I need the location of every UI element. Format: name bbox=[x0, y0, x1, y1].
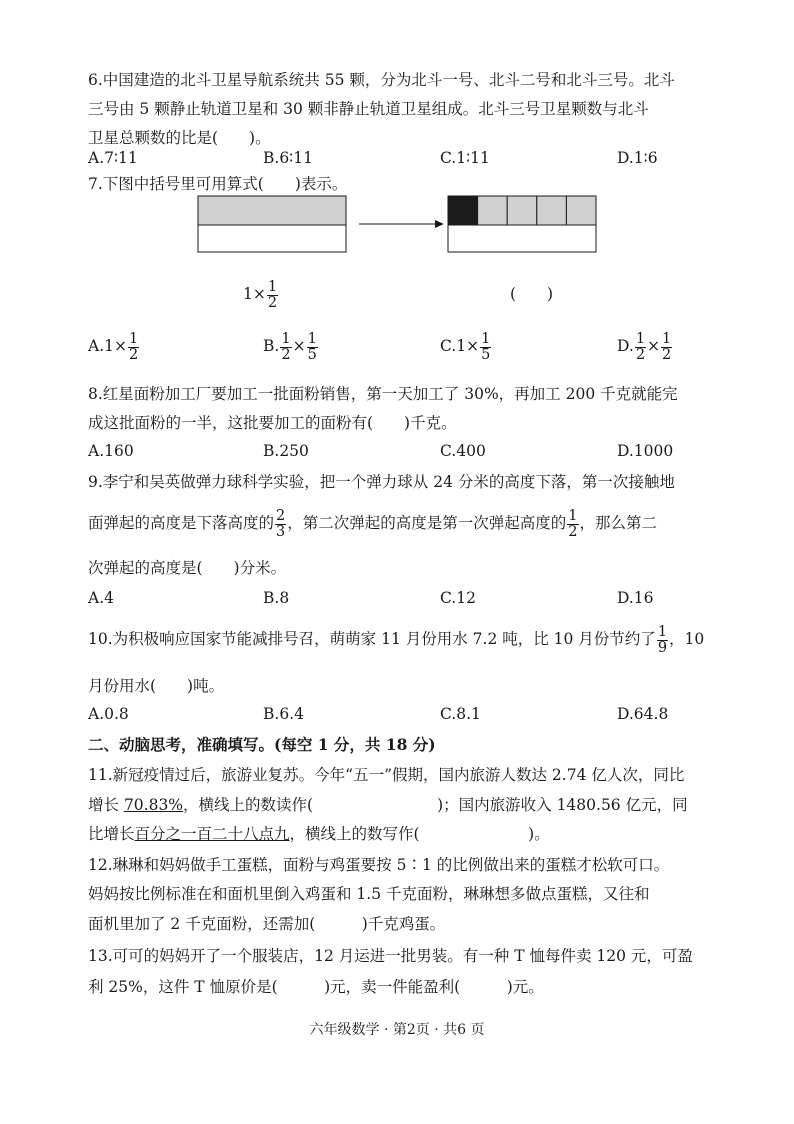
q9-option-d: D.16 bbox=[617, 589, 654, 607]
q8-option-c: C.400 bbox=[440, 442, 486, 460]
q7-diagram bbox=[197, 195, 617, 255]
q11-underlined-words: 百分之一百二十八点九 bbox=[134, 825, 290, 843]
q11-line2: 增长 70.83%，横线上的数读作( )；国内旅游收入 1480.56 亿元，同 bbox=[88, 796, 688, 814]
q13-line1: 13.可可的妈妈开了一个服装店，12 月运进一批男装。有一种 T 恤每件卖 120 元，可盈 bbox=[88, 947, 693, 965]
q7-right-cell-2 bbox=[478, 196, 508, 225]
q9-option-c: C.12 bbox=[440, 589, 476, 607]
q10-option-a: A.0.8 bbox=[88, 705, 129, 723]
q7-left-label-prefix: 1× bbox=[243, 285, 266, 303]
q8-option-d: D.1000 bbox=[617, 442, 674, 460]
q7-right-label: ( ) bbox=[510, 285, 554, 303]
q6-option-d: D.1∶6 bbox=[617, 149, 658, 167]
q7-left-fraction: $\frac{1}{2}$ bbox=[267, 278, 278, 311]
q11-line3: 比增长百分之一百二十八点九，横线上的数写作( )。 bbox=[88, 825, 550, 843]
q7-left-label bbox=[243, 278, 279, 311]
q6-option-c: C.1∶11 bbox=[440, 149, 490, 167]
q7-right-cell-5 bbox=[566, 196, 596, 225]
q7-option-a: A.1× $\frac{1}{2}$ bbox=[88, 330, 139, 363]
q7-option-b: B. $\frac{1}{2}$ × $\frac{1}{5}$ bbox=[263, 330, 317, 363]
section-2-title: 二、动脑思考，准确填写。(每空 1 分，共 18 分) bbox=[88, 735, 436, 754]
q7-option-d: D. $\frac{1}{2}$ × $\frac{1}{2}$ bbox=[617, 330, 672, 363]
q7-left-rect-top bbox=[198, 196, 346, 225]
q10-line1: 10.为积极响应国家节能减排号召，萌萌家 11 月份用水 7.2 吨，比 10 月份节约了 $\frac{1}{9}$ ，10 bbox=[88, 623, 705, 656]
q6-line1: 6.中国建造的北斗卫星导航系统共 55 颗，分为北斗一号、北斗二号和北斗三号。北斗 bbox=[88, 71, 675, 89]
q7-right-rect-bottom bbox=[448, 225, 596, 252]
q6-line3: 卫星总颗数的比是( )。 bbox=[88, 129, 271, 147]
q9-line3: 次弹起的高度是( )分米。 bbox=[88, 559, 287, 577]
q10-line2: 月份用水( )吨。 bbox=[88, 677, 225, 695]
page-footer: 六年级数学 · 第2页 · 共6 页 bbox=[309, 1022, 485, 1038]
q8-option-b: B.250 bbox=[263, 442, 309, 460]
q13-line2: 利 25%，这件 T 恤原价是( )元，卖一件能盈利( )元。 bbox=[88, 978, 544, 996]
q9-fraction-2: $\frac{1}{2}$ bbox=[568, 507, 578, 540]
q7-right-cell-4 bbox=[537, 196, 567, 225]
q9-fraction-1: $\frac{2}{3}$ bbox=[276, 507, 286, 540]
q8-option-a: A.160 bbox=[88, 442, 134, 460]
q11-line1: 11.新冠疫情过后，旅游业复苏。今年“五一”假期，国内旅游人数达 2.74 亿人次，同比 bbox=[88, 766, 685, 784]
q12-line2: 妈妈按比例标准在和面机里倒入鸡蛋和 1.5 千克面粉，琳琳想多做点蛋糕，又往和 bbox=[88, 885, 650, 903]
q10-option-b: B.6.4 bbox=[263, 705, 304, 723]
q8-line1: 8.红星面粉加工厂要加工一批面粉销售，第一天加工了 30%，再加工 200 千克就能完 bbox=[88, 385, 678, 403]
q12-line1: 12.琳琳和妈妈做手工蛋糕，面粉与鸡蛋要按 5∶1 的比例做出来的蛋糕才松软可口。 bbox=[88, 856, 670, 874]
q10-fraction: $\frac{1}{9}$ bbox=[657, 623, 668, 656]
q9-option-a: A.4 bbox=[88, 589, 114, 607]
q7-arrowhead bbox=[435, 220, 444, 228]
q12-line3: 面机里加了 2 千克面粉，还需加( )千克鸡蛋。 bbox=[88, 915, 446, 933]
q6-line2: 三号由 5 颗静止轨道卫星和 30 颗非静止轨道卫星组成。北斗三号卫星颗数与北斗 bbox=[88, 100, 649, 118]
q7-right-cell-1 bbox=[448, 196, 478, 225]
q7-left-rect-bottom bbox=[198, 225, 346, 252]
q9-line2: 面弹起的高度是下落高度的 $\frac{2}{3}$ ，第二次弹起的高度是第一次弹起高度的 $\frac{1}{2}$ ，那么第二 bbox=[88, 507, 658, 540]
q6-option-b: B.6∶11 bbox=[263, 149, 313, 167]
q11-underlined-number: 70.83% bbox=[123, 796, 184, 814]
q7-right-cell-3 bbox=[507, 196, 537, 225]
q10-option-d: D.64.8 bbox=[617, 705, 669, 723]
q10-option-c: C.8.1 bbox=[440, 705, 481, 723]
q9-line1: 9.李宁和吴英做弹力球科学实验，把一个弹力球从 24 分米的高度下落，第一次接触地 bbox=[88, 473, 675, 491]
q6-option-a: A.7∶11 bbox=[88, 149, 138, 167]
q7-stem: 7.下图中括号里可用算式( )表示。 bbox=[88, 175, 348, 193]
q8-line2: 成这批面粉的一半，这批要加工的面粉有( )千克。 bbox=[88, 414, 457, 432]
q7-option-c: C.1× $\frac{1}{5}$ bbox=[440, 330, 491, 363]
q9-option-b: B.8 bbox=[263, 589, 290, 607]
